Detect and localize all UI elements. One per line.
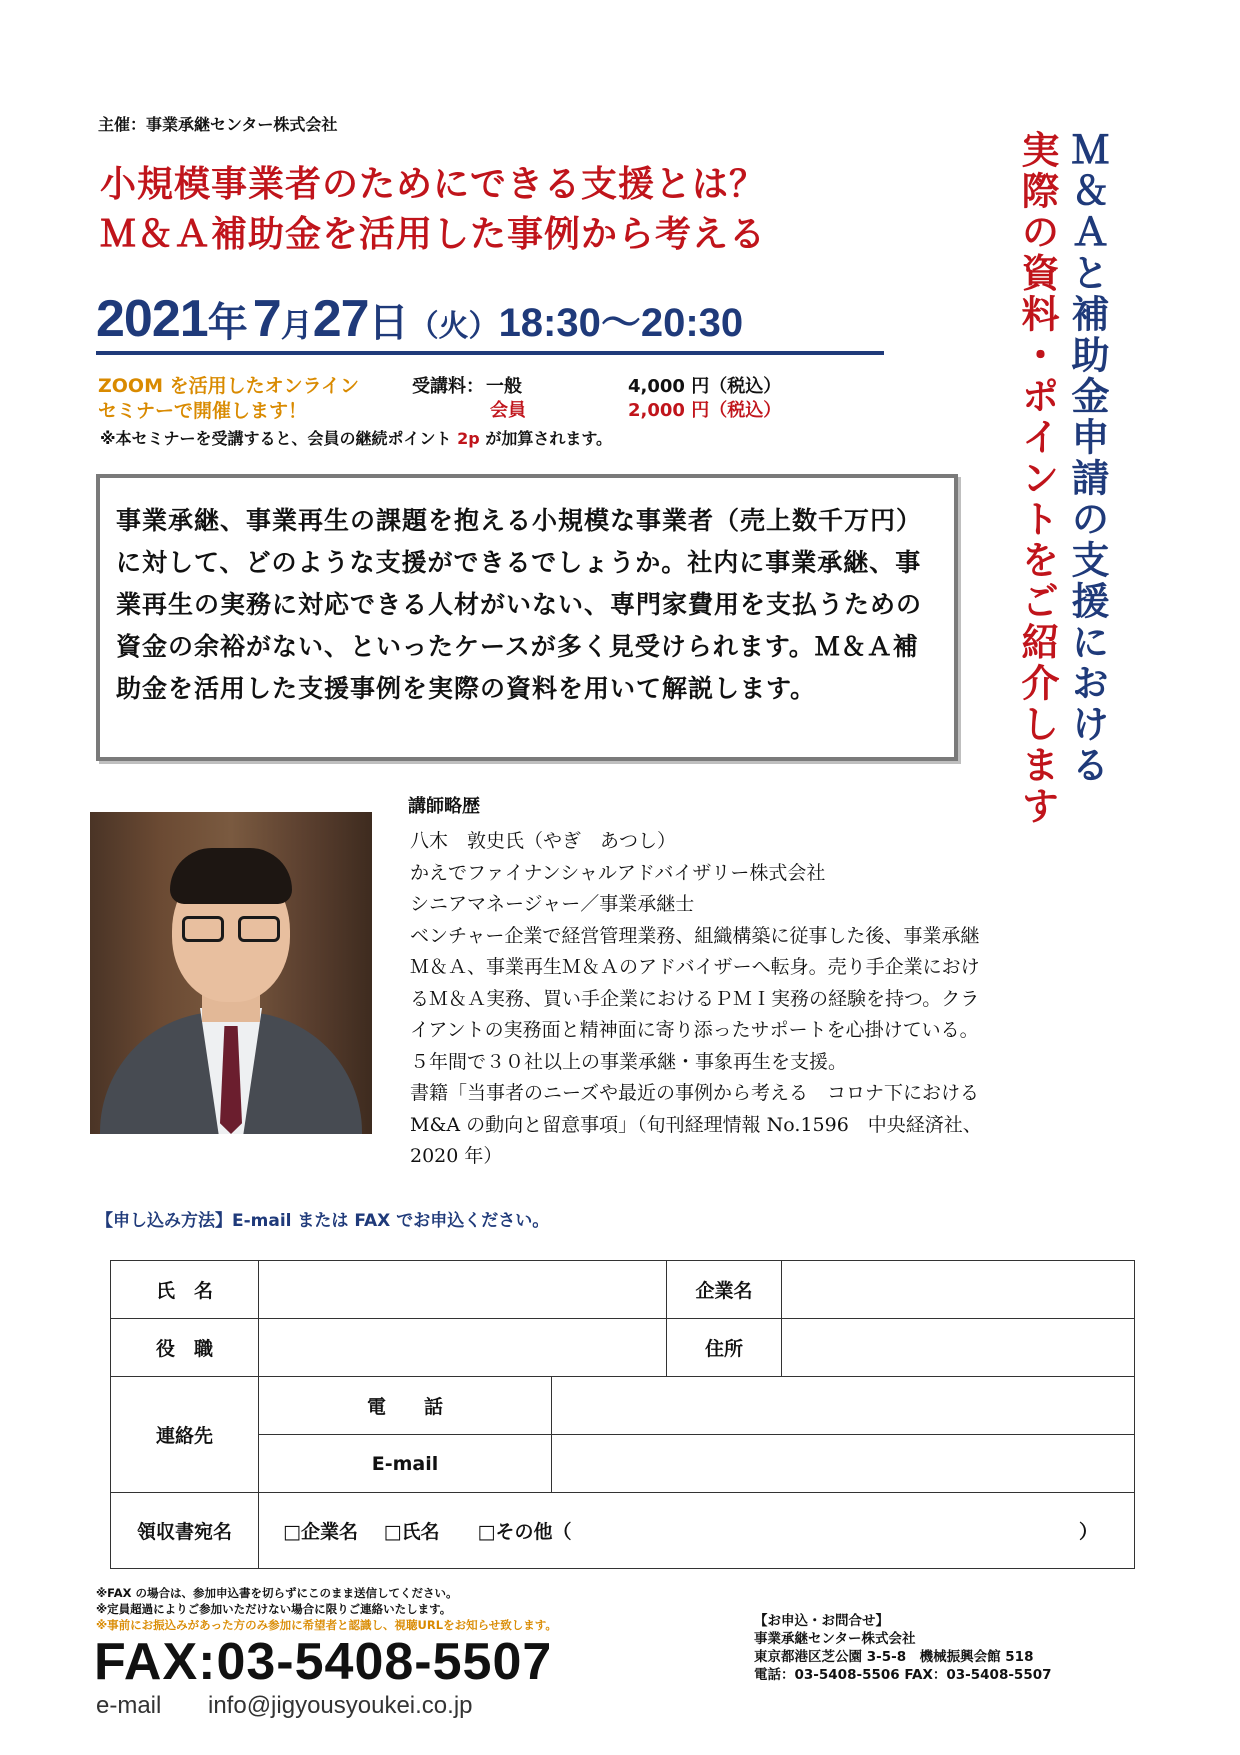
date-month: 7	[252, 290, 281, 348]
date-time: 18:30～20:30	[498, 301, 744, 345]
email-contact	[96, 1692, 473, 1720]
email-address-link[interactable]: info@jigyousyoukei.co.jp	[208, 1692, 473, 1719]
online-notice-line-1: ZOOM を活用したオンライン	[98, 375, 360, 397]
contact-info	[754, 1612, 1052, 1684]
profile-line: ５年間で３０社以上の事業承継・事象再生を支援。	[410, 1050, 848, 1073]
footnote: ※FAX の場合は、参加申込書を切らずにこのまま送信してください。	[96, 1586, 458, 1600]
email-field[interactable]	[552, 1435, 1135, 1493]
profile-line: Ｍ＆Ａ、事業再生Ｍ＆Ａのアドバイザーへ転身。売り手企業におけ	[410, 956, 980, 978]
address-label: 住所	[667, 1319, 782, 1377]
date-day-unit: 日	[368, 300, 409, 346]
vertical-headline-blue: Ｍ＆Ａと補助金申請の支援における	[1065, 130, 1109, 786]
footnote: ※事前にお振込みがあった方のみ参加に希望者と認識し、視聴URLをお知らせ致します。	[96, 1618, 557, 1632]
seminar-date	[96, 289, 884, 355]
profile-line: イアントの実務面と精神面に寄り添ったサポートを心掛けている。	[410, 1019, 979, 1041]
fax-number: FAX:03-5408-5507	[94, 1633, 553, 1691]
fee-general-price: 4,000 円（税込）	[628, 376, 782, 397]
profile-line: シニアマネージャー／事業承継士	[410, 893, 695, 915]
fee-general-label: 一般	[486, 376, 522, 397]
profile-line: るＭ＆Ａ実務、買い手企業におけるＰＭＩ実務の経験を持つ。クラ	[410, 987, 980, 1010]
name-field[interactable]	[259, 1261, 667, 1319]
contact-line: 東京都港区芝公園 3-5-8 機械振興会館 518	[754, 1649, 1034, 1665]
apply-method: 【申し込み方法】E-mail または FAX でお申込ください。	[96, 1211, 550, 1231]
fee-member-label: 会員	[490, 400, 526, 421]
fee-member-price: 2,000 円（税込）	[628, 400, 782, 421]
point-note	[100, 426, 612, 449]
email-label: E-mail	[259, 1435, 552, 1493]
profile-line: ベンチャー企業で経営管理業務、組織構築に従事した後、事業承継	[410, 924, 980, 947]
fee-label: 受講料：	[412, 376, 484, 397]
receipt-options-text: □企業名 □氏名 □その他（	[283, 1521, 572, 1543]
seminar-title-line-1: 小規模事業者のためにできる支援とは？	[100, 164, 767, 205]
date-day: 27	[312, 290, 369, 348]
seminar-title-line-2: Ｍ＆Ａ補助金を活用した事例から考える	[100, 214, 767, 255]
profile-line: 2020 年）	[410, 1145, 503, 1167]
phone-label: 電 話	[259, 1377, 552, 1435]
phone-field[interactable]	[552, 1377, 1135, 1435]
date-year: 2021	[96, 290, 208, 348]
speaker-photo	[90, 812, 372, 1134]
contact-line: 【お申込・お問合せ】	[754, 1613, 889, 1629]
name-label: 氏 名	[111, 1261, 259, 1319]
organizer-text: 主催：事業承継センター株式会社	[98, 115, 338, 134]
date-year-unit: 年	[207, 300, 248, 346]
speaker-profile	[410, 826, 1110, 1173]
application-form	[110, 1260, 1134, 1568]
online-notice-line-2: セミナーで開催します！	[98, 400, 308, 422]
point-note-suffix: が加算されます。	[485, 429, 613, 448]
profile-line: 書籍「当事者のニーズや最近の事例から考える コロナ下における	[410, 1082, 980, 1104]
address-field[interactable]	[782, 1319, 1135, 1377]
point-note-points: 2p	[457, 429, 480, 448]
profile-line: かえでファイナンシャルアドバイザリー株式会社	[410, 861, 826, 884]
description-text: 事業承継、事業再生の課題を抱える小規模な事業者（売上数千万円）に対して、どのような支援ができるでしょうか。社内に事業承継、事業再生の実務に対応できる人材がいない、専門家費用を支払うための資金の余裕がない、といったケースが多く見受けられます。Ｍ＆Ａ補助金を活用した支援事例を実際の資料を用いて解説します。	[116, 506, 923, 703]
description-box	[96, 474, 958, 761]
date-month-unit: 月	[280, 306, 313, 344]
contact-line: 電話：03-5408-5506 FAX：03-5408-5507	[754, 1667, 1052, 1683]
profile-line: M&A の動向と留意事項」（旬刊経理情報 No.1596 中央経済社、	[410, 1113, 982, 1136]
point-note-prefix: ※本セミナーを受講すると、会員の継続ポイント	[100, 429, 452, 448]
profile-line: 八木 敦史氏（やぎ あつし）	[410, 830, 677, 852]
company-label: 企業名	[667, 1261, 782, 1319]
contact-label: 連絡先	[111, 1377, 259, 1493]
date-weekday: （火）	[408, 309, 499, 344]
profile-heading: 講師略歴	[408, 796, 480, 817]
email-label-text: e-mail	[96, 1692, 162, 1719]
title-field[interactable]	[259, 1319, 667, 1377]
title-label: 役 職	[111, 1319, 259, 1377]
vertical-headline-red: 実際の資料・ポイントをご紹介します	[1015, 130, 1059, 827]
receipt-close-paren: ）	[1078, 1521, 1098, 1543]
contact-line: 事業承継センター株式会社	[754, 1631, 916, 1647]
footnote: ※定員超過によりご参加いただけない場合に限りご連絡いたします。	[96, 1602, 452, 1616]
company-field[interactable]	[782, 1261, 1135, 1319]
receipt-label: 領収書宛名	[111, 1493, 259, 1569]
receipt-options[interactable]	[259, 1493, 1135, 1569]
